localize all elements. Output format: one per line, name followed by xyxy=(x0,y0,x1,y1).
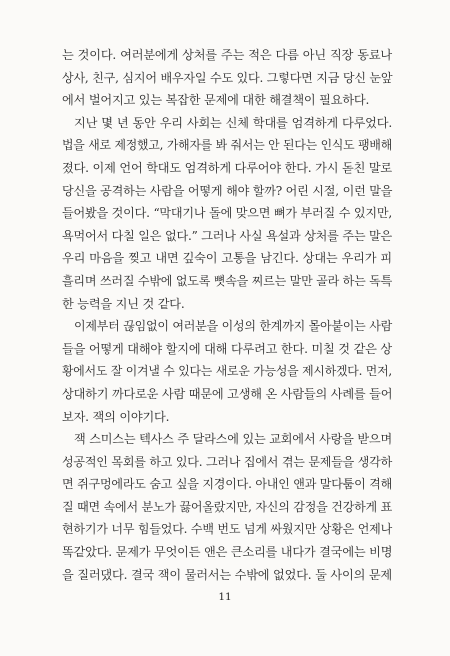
text-line: 당신을 공격하는 사람을 어떻게 해야 할까? 어린 시절, 이런 말을 xyxy=(62,183,393,198)
text-line: 욕먹어서 다칠 일은 없다.” 그러나 사실 욕설과 상처를 주는 말은 xyxy=(62,228,392,243)
text-line: 성공적인 목회를 하고 있다. 그러나 집에서 겪는 문제들을 생각하 xyxy=(62,454,393,469)
text-line: 보자. 잭의 이야기다. xyxy=(62,409,170,424)
text-line: 잭 스미스는 텍사스 주 달라스에 있는 교회에서 사랑을 받으며 xyxy=(74,432,392,447)
text-line: 황에서도 잘 이겨낼 수 있다는 새로운 가능성을 제시하겠다. 먼저, xyxy=(62,364,392,379)
body-text xyxy=(62,44,392,586)
text-line: 상대하기 까다로운 사람 때문에 고생해 온 사람들의 사례를 들어 xyxy=(62,386,393,401)
text-line: 질 때면 속에서 분노가 끓어올랐지만, 자신의 감정을 건강하게 표 xyxy=(62,499,393,514)
text-line: 들어봤을 것이다. “막대기나 돌에 맞으면 뼈가 부러질 수 있지만, xyxy=(62,206,392,221)
text-line: 을 질러댔다. 결국 잭이 물러서는 수밖에 없었다. 둘 사이의 문제 xyxy=(62,567,392,582)
text-line: 지난 몇 년 동안 우리 사회는 신체 학대를 엄격하게 다루었다. xyxy=(74,115,392,130)
page-number: 11 xyxy=(218,591,232,603)
text-line: 졌다. 이제 언어 학대도 엄격하게 다루어야 한다. 가시 돋친 말로 xyxy=(62,160,392,175)
text-line: 우리 마음을 찢고 내면 깊숙이 고통을 남긴다. 상대는 우리가 피 xyxy=(62,251,392,266)
text-line: 에서 벌어지고 있는 복잡한 문제에 대한 해결책이 필요하다. xyxy=(62,93,370,108)
text-line: 법을 새로 제정했고, 가해자를 봐 줘서는 안 된다는 인식도 팽배해 xyxy=(62,138,392,153)
text-line: 현하기가 너무 힘들었다. 수백 번도 넘게 싸웠지만 상황은 언제나 xyxy=(62,522,393,537)
text-line: 상사, 친구, 심지어 배우자일 수도 있다. 그렇다면 지금 당신 눈앞 xyxy=(62,70,393,85)
text-line: 는 것이다. 여러분에게 상처를 주는 적은 다름 아닌 직장 동료나 xyxy=(62,48,392,62)
text-line: 똑같았다. 문제가 무엇이든 앤은 큰소리를 내다가 결국에는 비명 xyxy=(62,545,393,560)
text-line: 흘리며 쓰러질 수밖에 없도록 뼛속을 찌르는 말만 골라 하는 독특 xyxy=(62,273,393,288)
text-line: 이제부터 끊임없이 여러분을 이성의 한계까지 몰아붙이는 사람 xyxy=(74,319,392,334)
text-line: 면 쥐구멍에라도 숨고 싶을 지경이다. 아내인 앤과 말다툼이 격해 xyxy=(62,477,393,492)
text-line: 들을 어떻게 대해야 할지에 대해 다루려고 한다. 미칠 것 같은 상 xyxy=(62,341,392,356)
text-line: 한 능력을 지닌 것 같다. xyxy=(62,296,185,311)
